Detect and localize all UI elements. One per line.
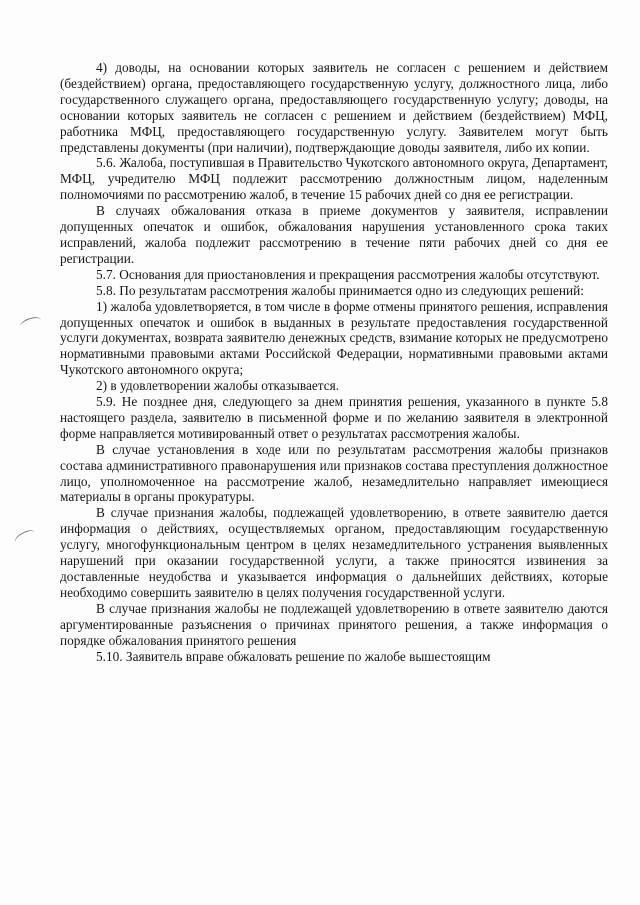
paragraph-5-6: 5.6. Жалоба, поступившая в Правительство Чукотского автономного округа, Департамент, МФЦ, учредителю МФЦ подлежит рассмотрению должностным лицом, наделенным полномочиями по рассмотрению жалоб, в течение 15 рабочих дней со дня ее регистрации. [60, 155, 608, 203]
paragraph-5-9: 5.9. Не позднее дня, следующего за днем принятия решения, указанного в пункте 5.8 настоящего раздела, заявителю в письменной форме и по желанию заявителя в электронной форме направляется мотивированный ответ о результатах рассмотрения жалобы. [60, 394, 608, 441]
paragraph-5-9-satisfied: В случае признания жалобы, подлежащей удовлетворению, в ответе заявителю дается информация о действиях, осуществляемых органом, предоставляющим государственную услугу, многофункциональным центром в целях незамедлительного устранения выявленных нарушений при оказании государственной услуги, а также приносятся извинения за доставленные неудобства и указывается информация о дальнейших действиях, которые необходимо совершить заявителю в целях получения государственной услуги. [60, 505, 608, 600]
paragraph-item-4-arguments: 4) доводы, на основании которых заявитель не согласен с решением и действием (бездействием) органа, предоставляющего государственную услугу, должностного лица, либо государственного служащего органа, предоставляющего государственную услугу; доводы, на основании которых заявитель не согласен с решением и действием (бездействием) МФЦ, работника МФЦ, предоставляющего государственную услугу. Заявителем могут быть представлены документы (при наличии), подтверждающие доводы заявителя, либо их копии. [60, 60, 608, 155]
hole-punch-mark [19, 315, 43, 332]
paragraph-5-9-violation: В случае установления в ходе или по результатам рассмотрения жалобы признаков состава административного правонарушения или признаков состава преступления должностное лицо, уполномоченное на рассмотрение жалоб, незамедлительно направляет имеющиеся материалы в органы прокуратуры. [60, 441, 608, 505]
paragraph-5-9-rejected: В случае признания жалобы не подлежащей удовлетворению в ответе заявителю даются аргументированные разъяснения о причинах принятого решения, а также информация о порядке обжалования принятого решения [60, 600, 608, 648]
paragraph-5-8-item-1: 1) жалоба удовлетворяется, в том числе в форме отмены принятого решения, исправления допущенных опечаток и ошибок в выданных в результате предоставления государственной услуги документах, возврата заявителю денежных средств, взимание которых не предусмотрено нормативными правовыми актами Российской Федерации, нормативными правовыми актами Чукотского автономного округа; [60, 298, 608, 378]
paragraph-5-7: 5.7. Основания для приостановления и прекращения рассмотрения жалобы отсутствуют. [96, 266, 600, 282]
document-body [60, 60, 608, 664]
paragraph-5-6-refusal: В случаях обжалования отказа в приеме документов у заявителя, исправлении допущенных опечаток и ошибок, обжалования нарушения установленного срока таких исправлений, жалоба подлежит рассмотрению в течение пяти рабочих дней со дня ее регистрации. [60, 203, 608, 266]
paragraph-5-8-item-2: 2) в удовлетворении жалобы отказывается. [96, 378, 340, 394]
paragraph-5-8: 5.8. По результатам рассмотрения жалобы принимается одно из следующих решений: [96, 282, 584, 298]
paragraph-5-10: 5.10. Заявитель вправе обжаловать решение по жалобе вышестоящим [96, 648, 491, 664]
hole-punch-mark [13, 527, 38, 547]
